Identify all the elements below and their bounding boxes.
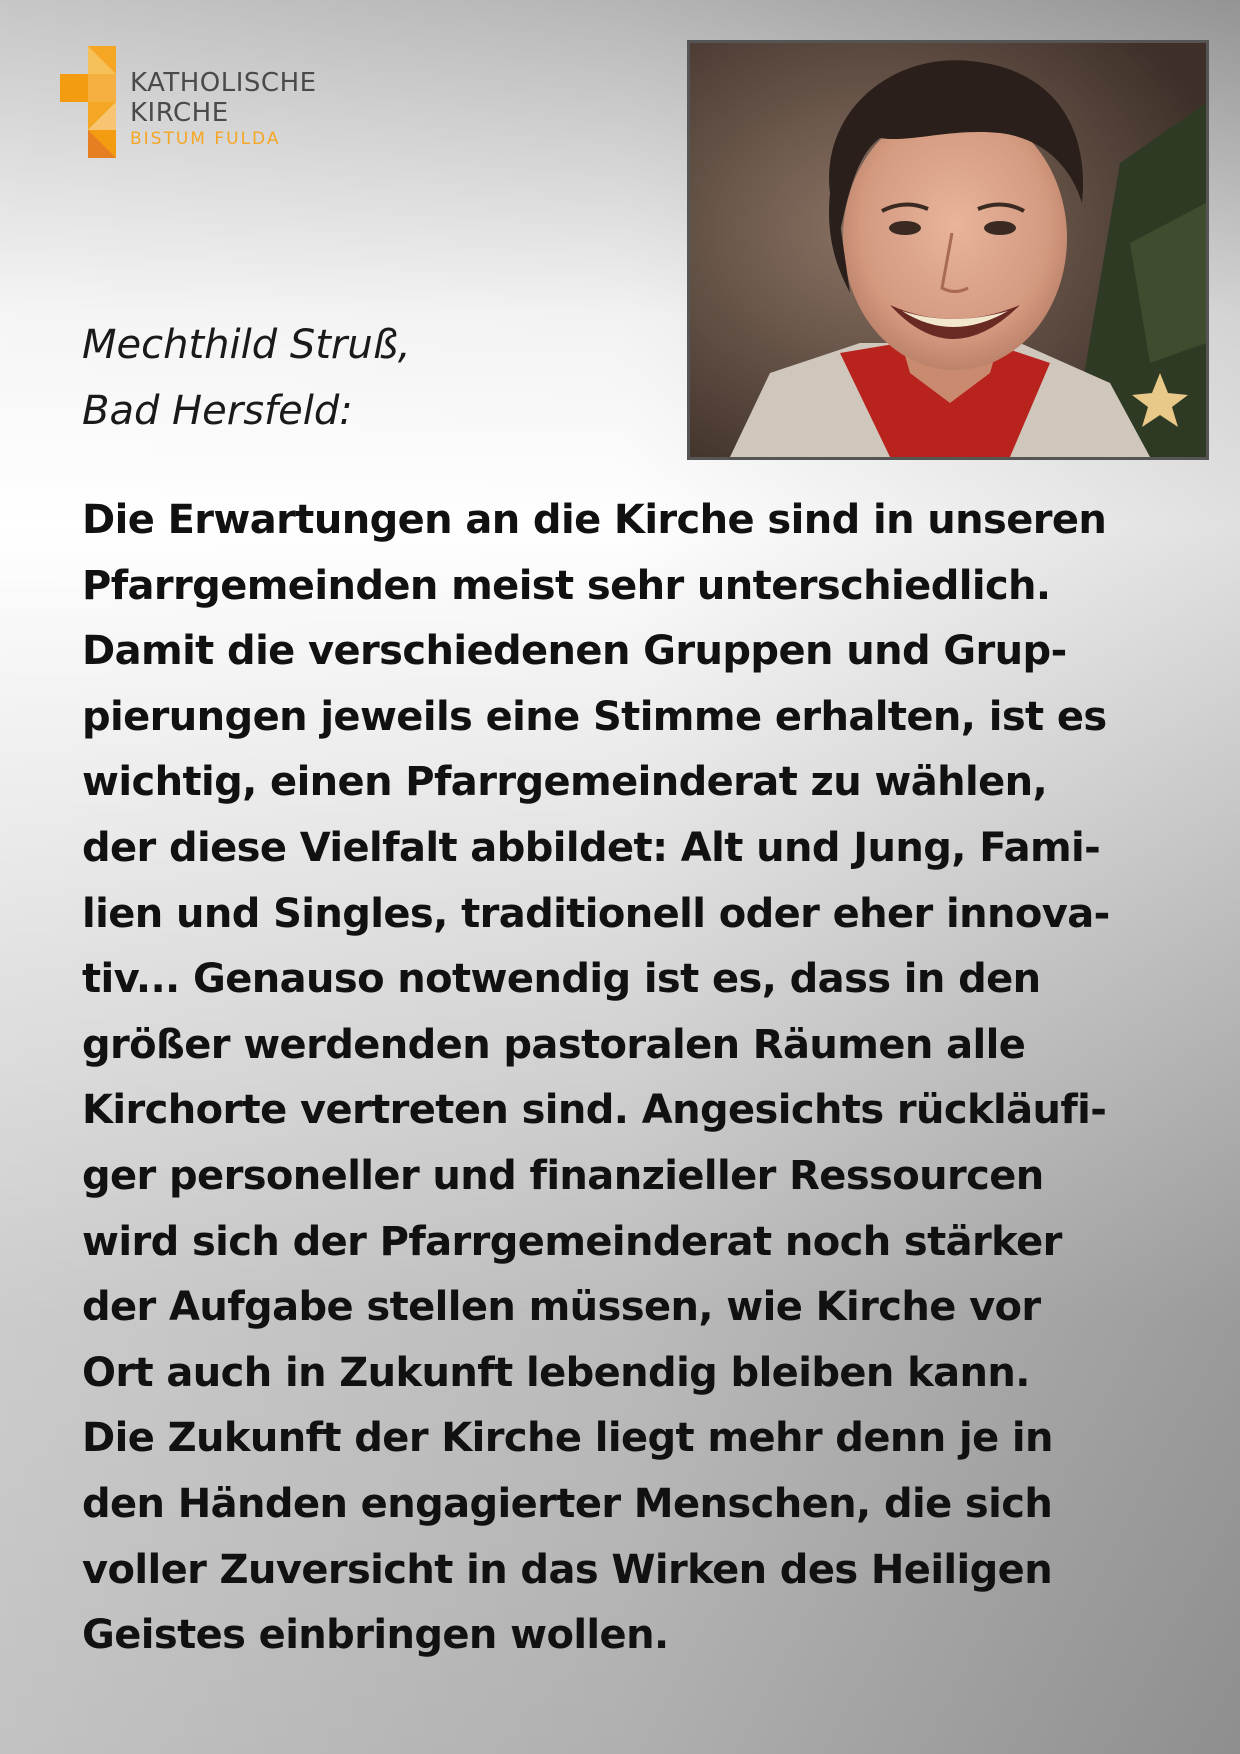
statement-line: pierungen jeweils eine Stimme erhalten, ist es — [82, 693, 1107, 740]
statement-line: Kirchorte vertreten sind. Angesichts rückläufi- — [82, 1087, 1107, 1134]
statement-line: den Händen engagierter Menschen, die sich — [82, 1480, 1053, 1527]
statement-line: wichtig, einen Pfarrgemeinderat zu wählen, — [82, 759, 1048, 806]
logo-line-1: KATHOLISCHE — [130, 68, 317, 98]
statement-line: ger personeller und finanzieller Ressourcen — [82, 1152, 1044, 1199]
author-place: Bad Hersfeld: — [82, 388, 353, 434]
statement-line: Pfarrgemeinden meist sehr unterschiedlich. — [82, 562, 1051, 609]
logo — [60, 46, 350, 166]
statement-line: voller Zuversicht in das Wirken des Heiligen — [82, 1546, 1053, 1593]
statement-text — [82, 488, 1192, 1669]
statement-line: Geistes einbringen wollen. — [82, 1612, 669, 1659]
statement-line: Damit die verschiedenen Gruppen und Grup- — [82, 628, 1067, 675]
author-name: Mechthild Struß, — [82, 322, 411, 368]
statement-line: Ort auch in Zukunft lebendig bleiben kann. — [82, 1349, 1030, 1396]
cross-logo-icon — [60, 46, 120, 158]
logo-line-2: KIRCHE — [130, 98, 229, 128]
statement-line: tiv... Genauso notwendig ist es, dass in den — [82, 956, 1041, 1003]
statement-line: größer werdenden pastoralen Räumen alle — [82, 1021, 1026, 1068]
statement-line: wird sich der Pfarrgemeinderat noch stärker — [82, 1218, 1062, 1265]
logo-line-3: BISTUM FULDA — [130, 129, 281, 149]
portrait-photo — [687, 40, 1209, 460]
statement-line: der diese Vielfalt abbildet: Alt und Jung, Fami- — [82, 824, 1101, 871]
statement-line: Die Zukunft der Kirche liegt mehr denn je in — [82, 1415, 1053, 1462]
statement-line: lien und Singles, traditionell oder eher innova- — [82, 890, 1110, 937]
author-heading — [82, 312, 411, 444]
statement-line: Die Erwartungen an die Kirche sind in unseren — [82, 497, 1107, 543]
statement-line: der Aufgabe stellen müssen, wie Kirche vor — [82, 1284, 1041, 1331]
